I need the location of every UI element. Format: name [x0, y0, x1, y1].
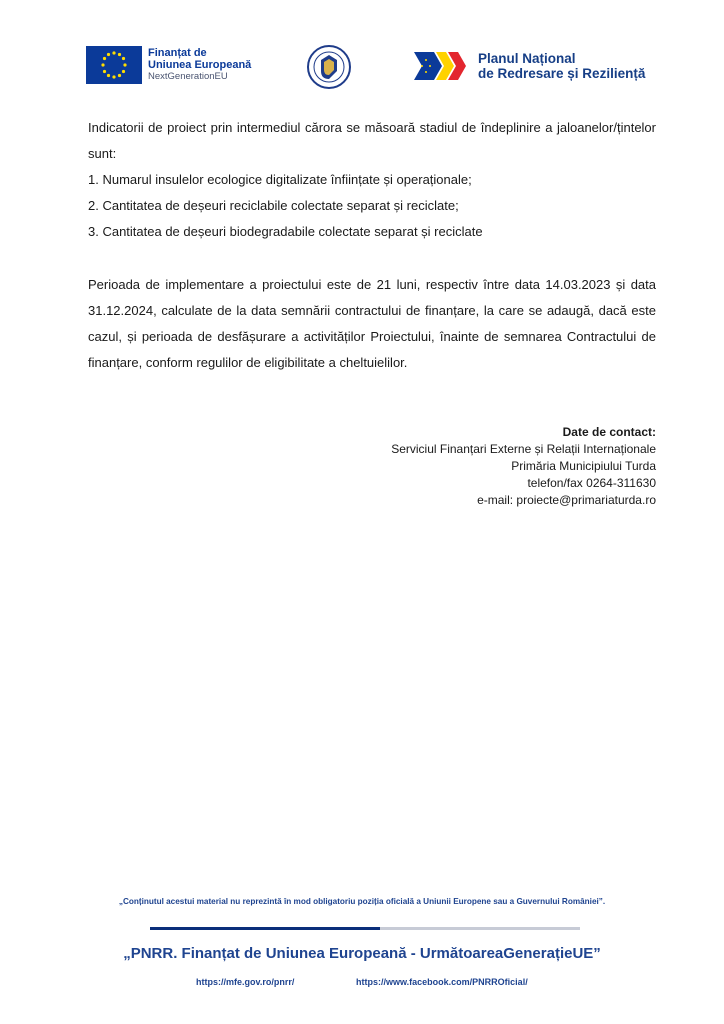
list-item: 1. Numarul insulelor ecologice digitalizate înființate și operaționale;: [88, 172, 472, 187]
contact-phone: telefon/fax 0264-311630: [527, 476, 656, 490]
university-seal-icon: [306, 44, 352, 90]
implementation-paragraph: Perioada de implementare a proiectului este de 21 luni, respectiv între data 14.03.2023 și data 31.12.2024, calculate de la data semnării contractului de finanțare, la care se adaugă, dacă este cazul, și perioada de desfășurare a activităților Proiectului, înainte de semnarea Contractului de finanțare, conform regulilor de eligibilitate a cheltuielilor.: [88, 277, 656, 370]
contact-department: Serviciul Finanțari Externe și Relații Internaționale: [391, 442, 656, 456]
pnrr-logo-line2: de Redresare și Reziliență: [478, 66, 646, 81]
indicators-intro: Indicatorii de proiect prin intermediul cărora se măsoară stadiul de îndeplinire a jaloanelor/țintelor sunt:: [88, 120, 656, 161]
facebook-link[interactable]: https://www.facebook.com/PNRROficial/: [356, 977, 528, 987]
contact-block: [391, 424, 656, 509]
pnrr-logo: [414, 50, 645, 82]
list-item: 2. Cantitatea de deșeuri reciclabile colectate separat și reciclate;: [88, 198, 459, 213]
eu-logo-line2: Uniunea Europeană: [148, 59, 252, 71]
footer-divider: [150, 927, 580, 930]
eu-funding-logo: [86, 46, 251, 84]
pnrr-logo-line1: Planul Național: [478, 51, 576, 66]
eu-logo-line3: NextGenerationEU: [148, 71, 228, 82]
contact-heading: Date de contact:: [562, 425, 656, 439]
pnrr-arrow-icon: [414, 50, 472, 82]
contact-institution: Primăria Municipiului Turda: [511, 459, 656, 473]
footer-disclaimer: „Conținutul acestui material nu reprezintă în mod obligatoriu poziția oficială a Uniunii Europene sau a Guvernului României”.: [118, 897, 606, 906]
mfe-link[interactable]: https://mfe.gov.ro/pnrr/: [196, 977, 295, 987]
eu-flag-icon: [86, 46, 142, 84]
list-item: 3. Cantitatea de deșeuri biodegradabile colectate separat și reciclate: [88, 224, 483, 239]
eu-logo-line1: Finanțat de: [148, 47, 207, 59]
indicators-list: [88, 167, 656, 245]
footer-tagline: „PNRR. Finanțat de Uniunea Europeană - UrmătoareaGenerațieUE”: [123, 945, 601, 962]
contact-email: e-mail: proiecte@primariaturda.ro: [477, 493, 656, 507]
